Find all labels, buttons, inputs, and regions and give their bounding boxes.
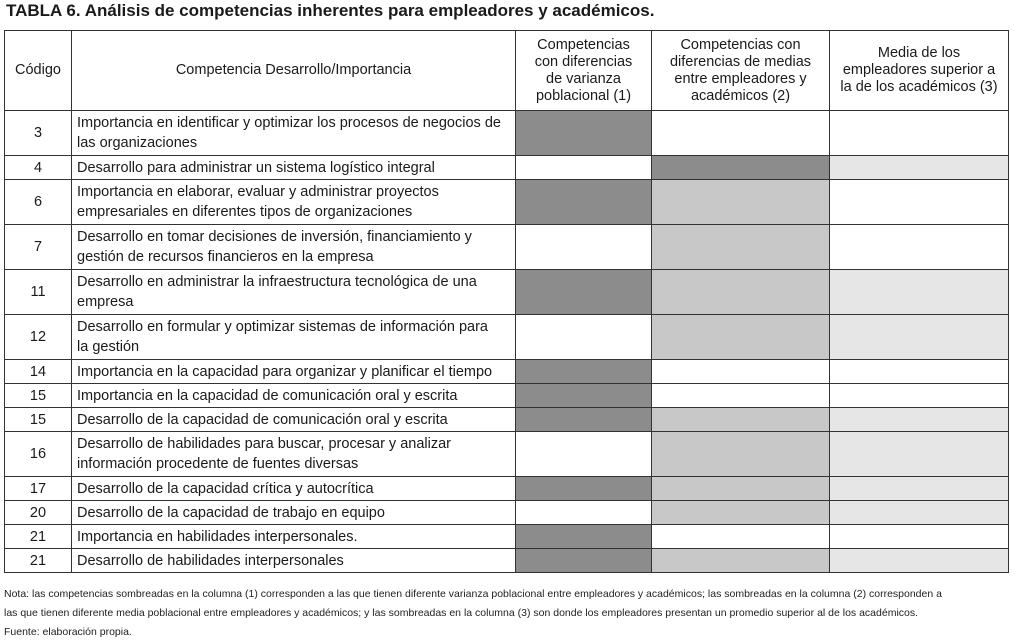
- table-body: [5, 111, 1009, 573]
- header-col2-line: entre empleadores y: [674, 70, 807, 87]
- row-code: 15: [5, 408, 72, 432]
- row-code: 20: [5, 501, 72, 525]
- table-title: TABLA 6. Análisis de competencias inherentes para empleadores y académicos.: [6, 1, 655, 20]
- header-col1-line: con diferencias: [534, 53, 633, 70]
- row-description-line: Importancia en identificar y optimizar los procesos de negocios de: [77, 115, 501, 131]
- header-competence: Competencia Desarrollo/Importancia: [72, 31, 516, 111]
- header-code: Código: [5, 31, 72, 111]
- row-description: [72, 225, 516, 270]
- shade-cell-col1: [516, 501, 652, 525]
- shade-cell-col3: [830, 156, 1009, 180]
- shade-cell-col3: [830, 408, 1009, 432]
- shade-cell-col2: [652, 315, 830, 360]
- shade-cell-col3: [830, 432, 1009, 477]
- row-description-line: las organizaciones: [77, 135, 198, 151]
- row-code: 21: [5, 549, 72, 573]
- shade-cell-col3: [830, 549, 1009, 573]
- row-code: 16: [5, 432, 72, 477]
- shade-cell-col3: [830, 180, 1009, 225]
- shade-cell-col2: [652, 270, 830, 315]
- shade-cell-col3: [830, 111, 1009, 156]
- header-col2-line: diferencias de medias: [669, 53, 812, 70]
- shade-cell-col2: [652, 225, 830, 270]
- shade-cell-col3: [830, 384, 1009, 408]
- note-line: Nota: las competencias sombreadas en la columna (1) corresponden a las que tienen diferente varianza poblacional entre empleadores y académicos; las sombreadas en la columna (2) corresponden a: [4, 588, 942, 600]
- header-col1: [516, 31, 652, 111]
- shade-cell-col1: [516, 111, 652, 156]
- row-description-line: Desarrollo de la capacidad de comunicación oral y escrita: [77, 411, 448, 428]
- row-description: [72, 111, 516, 156]
- shade-cell-col2: [652, 156, 830, 180]
- row-description: [72, 384, 516, 408]
- shade-cell-col1: [516, 180, 652, 225]
- shade-cell-col1: [516, 360, 652, 384]
- table-row: [5, 180, 1009, 225]
- row-description: [72, 360, 516, 384]
- row-description: [72, 156, 516, 180]
- row-description-line: información procedente de fuentes diversas: [77, 456, 359, 472]
- row-description-line: empresariales en diferentes tipos de organizaciones: [77, 204, 413, 220]
- shade-cell-col2: [652, 408, 830, 432]
- row-description: [72, 180, 516, 225]
- row-description-line: Desarrollo de habilidades para buscar, procesar y analizar: [77, 436, 451, 452]
- row-description-line: Desarrollo en administrar la infraestructura tecnológica de una: [77, 274, 477, 290]
- row-description-line: Desarrollo en formular y optimizar sistemas de información para: [77, 319, 488, 335]
- shade-cell-col1: [516, 225, 652, 270]
- row-description-line: empresa: [77, 294, 134, 310]
- table-row: [5, 315, 1009, 360]
- shade-cell-col1: [516, 270, 652, 315]
- row-code: 14: [5, 360, 72, 384]
- row-description: [72, 432, 516, 477]
- header-col3-line: Media de los: [877, 45, 961, 61]
- shade-cell-col1: [516, 432, 652, 477]
- shade-cell-col3: [830, 360, 1009, 384]
- table-row: [5, 477, 1009, 501]
- table-row: [5, 501, 1009, 525]
- table-row: [5, 408, 1009, 432]
- shade-cell-col2: [652, 501, 830, 525]
- row-description: [72, 270, 516, 315]
- row-code: 6: [5, 180, 72, 225]
- header-col1-line: Competencias: [537, 36, 630, 53]
- table-row: [5, 549, 1009, 573]
- row-description-line: Desarrollo de habilidades interpersonales: [77, 552, 344, 569]
- row-description: [72, 501, 516, 525]
- row-description-line: Importancia en la capacidad de comunicación oral y escrita: [77, 387, 458, 404]
- shade-cell-col2: [652, 111, 830, 156]
- shade-cell-col1: [516, 408, 652, 432]
- row-code: 7: [5, 225, 72, 270]
- header-col3-line: la de los académicos (3): [840, 79, 998, 95]
- competencies-table: [4, 30, 1009, 573]
- row-description-line: Desarrollo de la capacidad de trabajo en equipo: [77, 504, 385, 521]
- shade-cell-col3: [830, 501, 1009, 525]
- shade-cell-col3: [830, 315, 1009, 360]
- shade-cell-col2: [652, 525, 830, 549]
- row-description-line: la gestión: [77, 339, 140, 355]
- shade-cell-col2: [652, 432, 830, 477]
- table-note: [4, 585, 1008, 642]
- shade-cell-col3: [830, 477, 1009, 501]
- row-description-line: Desarrollo en tomar decisiones de inversión, financiamiento y: [77, 229, 472, 245]
- header-col3-line: empleadores superior a: [842, 62, 996, 78]
- row-description-line: Desarrollo de la capacidad crítica y autocrítica: [77, 480, 374, 497]
- shade-cell-col1: [516, 549, 652, 573]
- row-code: 4: [5, 156, 72, 180]
- header-col1-line: de varianza: [546, 70, 621, 87]
- note-line: las que tienen diferente media poblacional entre empleadores y académicos; y las sombreadas en la columna (3) son donde los empleadores presentan un promedio superior al de los académicos.: [4, 607, 919, 619]
- shade-cell-col1: [516, 384, 652, 408]
- shade-cell-col3: [830, 525, 1009, 549]
- table-row: [5, 225, 1009, 270]
- row-code: 17: [5, 477, 72, 501]
- shade-cell-col1: [516, 477, 652, 501]
- shade-cell-col1: [516, 156, 652, 180]
- row-description-line: Desarrollo para administrar un sistema logístico integral: [77, 159, 435, 176]
- header-row: [5, 31, 1009, 111]
- row-code: 11: [5, 270, 72, 315]
- shade-cell-col2: [652, 549, 830, 573]
- shade-cell-col2: [652, 384, 830, 408]
- shade-cell-col2: [652, 360, 830, 384]
- row-description: [72, 315, 516, 360]
- shade-cell-col1: [516, 525, 652, 549]
- table-row: [5, 111, 1009, 156]
- note-source: Fuente: elaboración propia.: [4, 626, 132, 638]
- table-row: [5, 432, 1009, 477]
- row-description-line: gestión de recursos financieros en la empresa: [77, 249, 374, 265]
- row-code: 15: [5, 384, 72, 408]
- row-code: 21: [5, 525, 72, 549]
- table-row: [5, 156, 1009, 180]
- header-col1-line: poblacional (1): [535, 87, 632, 104]
- row-description-line: Importancia en elaborar, evaluar y administrar proyectos: [77, 184, 439, 200]
- row-code: 12: [5, 315, 72, 360]
- shade-cell-col3: [830, 225, 1009, 270]
- row-description: [72, 408, 516, 432]
- header-col3: [830, 31, 1009, 111]
- header-col2-line: Competencias con: [680, 36, 801, 53]
- shade-cell-col2: [652, 477, 830, 501]
- shade-cell-col3: [830, 270, 1009, 315]
- table-row: [5, 270, 1009, 315]
- table-row: [5, 360, 1009, 384]
- row-description: [72, 549, 516, 573]
- row-code: 3: [5, 111, 72, 156]
- row-description-line: Importancia en habilidades interpersonales.: [77, 528, 358, 545]
- row-description-line: Importancia en la capacidad para organizar y planificar el tiempo: [77, 363, 493, 380]
- row-description: [72, 477, 516, 501]
- header-col2: [652, 31, 830, 111]
- shade-cell-col2: [652, 180, 830, 225]
- table-row: [5, 384, 1009, 408]
- shade-cell-col1: [516, 315, 652, 360]
- header-col2-line: académicos (2): [690, 87, 791, 104]
- row-description: [72, 525, 516, 549]
- table-row: [5, 525, 1009, 549]
